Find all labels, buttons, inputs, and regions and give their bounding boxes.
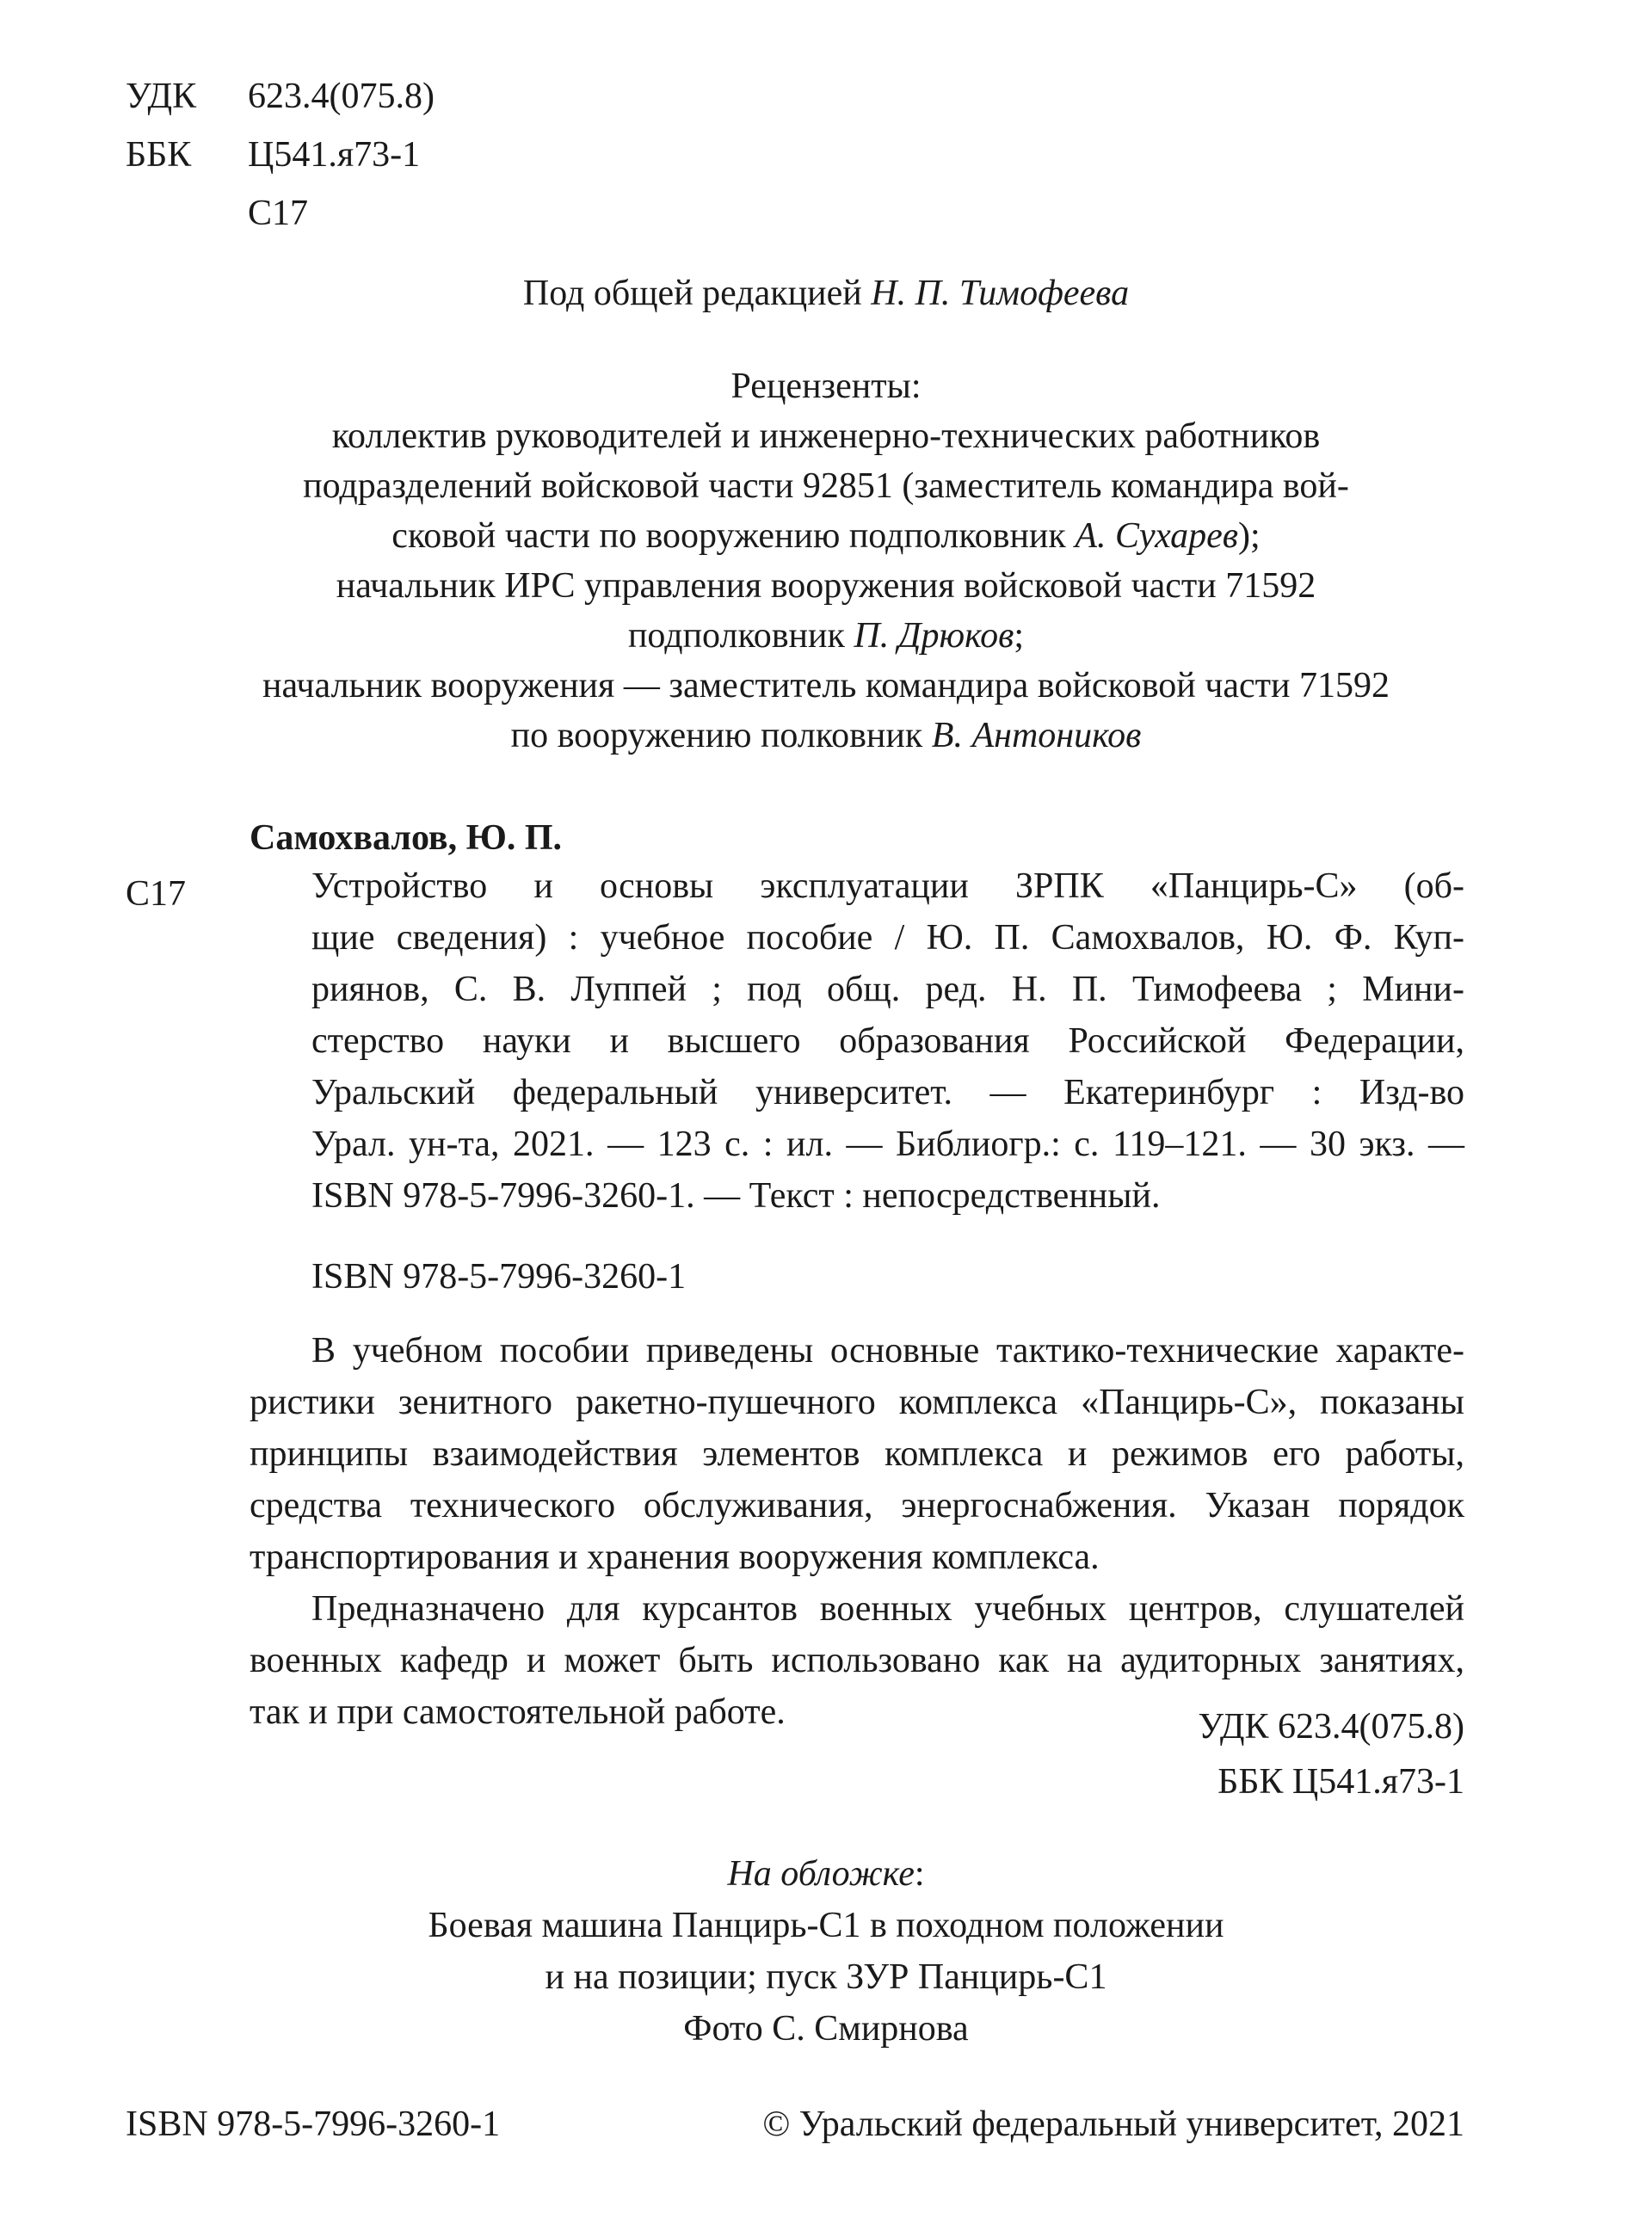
annotation-line: транспортирования и хранения вооружения комплекса. [250, 1538, 1100, 1577]
reviewer-name: П. Дрюков [854, 616, 1014, 656]
annotation-line: ристики зенитного ракетно-пушечного комплекса «Панцирь-С», показаны [250, 1383, 1464, 1422]
bbk-row [126, 126, 435, 184]
reviewers-line: подразделений войсковой части 92851 (заместитель командира вой- [303, 466, 1349, 506]
bib-isbn: ISBN 978-5-7996-3260-1 [311, 1257, 687, 1297]
bib-line: Уральский федеральный университет. — Екатеринбург : Изд-во [311, 1073, 1464, 1112]
reviewers-line: сковой части по вооружению подполковник А. Сухарев); [391, 516, 1261, 556]
udk-value: 623.4(075.8) [248, 77, 435, 116]
annotation [250, 1325, 1464, 1738]
footer-copyright: © Уральский федеральный университет, 2021 [762, 2105, 1464, 2144]
annotation-line: В учебном пособии приведены основные тактико-технические характе- [311, 1331, 1464, 1371]
editor-line [0, 268, 1652, 318]
annotation-line: военных кафедр и может быть использовано как на аудиторных занятиях, [250, 1641, 1464, 1680]
footer-isbn: ISBN 978-5-7996-3260-1 [126, 2105, 501, 2144]
annotation-line: принципы взаимодействия элементов комплекса и режимов его работы, [250, 1434, 1464, 1474]
bib-author: Самохвалов, Ю. П. [250, 818, 563, 858]
cover-line: Боевая машина Панцирь-С1 в походном положении [428, 1906, 1224, 1945]
bibliographic-description [311, 860, 1464, 1222]
udk-label: УДК [126, 77, 197, 116]
bib-line: ISBN 978-5-7996-3260-1. — Текст : непосредственный. [311, 1176, 1161, 1216]
bbk-label: ББК [126, 135, 192, 175]
editor-name: Н. П. Тимофеева [871, 274, 1130, 313]
cover-note [0, 1848, 1652, 2055]
reviewer-name: В. Антоников [931, 716, 1142, 755]
classification-codes-right [1198, 1699, 1464, 1809]
reviewers-line: начальник ИРС управления вооружения войсковой части 71592 [336, 566, 1316, 606]
bbk-value: Ц541.я73-1 [248, 135, 421, 175]
cover-heading: На обложке: [727, 1854, 925, 1894]
annotation-line: так и при самостоятельной работе. [250, 1692, 786, 1732]
bib-line: риянов, С. В. Луппей ; под общ. ред. Н. П. Тимофеева ; Мини- [311, 970, 1464, 1009]
bib-line: щие сведения) : учебное пособие / Ю. П. Самохвалов, Ю. Ф. Куп- [311, 918, 1464, 958]
bib-mark: С17 [126, 874, 187, 914]
udk-row [126, 67, 435, 126]
reviewers-line: коллектив руководителей и инженерно-технических работников [331, 416, 1321, 456]
bib-line: Урал. ун-та, 2021. — 123 с. : ил. — Библиогр.: с. 119–121. — 30 экз. — [311, 1125, 1464, 1164]
reviewer-name: А. Сухарев [1075, 516, 1239, 556]
bbk-code: ББК Ц541.я73-1 [1217, 1762, 1464, 1802]
udk-code: УДК 623.4(075.8) [1198, 1707, 1464, 1747]
cover-label: На обложке [727, 1854, 915, 1894]
reviewers-heading: Рецензенты: [730, 367, 922, 406]
author-mark-row [126, 184, 435, 243]
bib-line: стерство науки и высшего образования Российской Федерации, [311, 1021, 1464, 1061]
author-mark: С17 [248, 194, 309, 233]
bib-line: Устройство и основы эксплуатации ЗРПК «Панцирь-С» (об- [311, 866, 1464, 906]
annotation-paragraph [250, 1325, 1464, 1583]
annotation-line: Предназначено для курсантов военных учебных центров, слушателей [311, 1589, 1464, 1629]
cover-line: и на позиции; пуск ЗУР Панцирь-С1 [545, 1957, 1107, 1997]
cover-line: Фото С. Смирнова [683, 2009, 969, 2049]
reviewers-line: по вооружению полковник В. Антоников [510, 716, 1142, 755]
reviewers-line: начальник вооружения — заместитель командира войсковой части 71592 [262, 666, 1390, 706]
classification-block [126, 67, 435, 243]
reviewers-block [0, 361, 1652, 761]
reviewers-line: подполковник П. Дрюков; [627, 616, 1025, 656]
editor-prefix: Под общей редакцией [522, 274, 862, 313]
annotation-line: средства технического обслуживания, энергоснабжения. Указан порядок [250, 1486, 1464, 1525]
